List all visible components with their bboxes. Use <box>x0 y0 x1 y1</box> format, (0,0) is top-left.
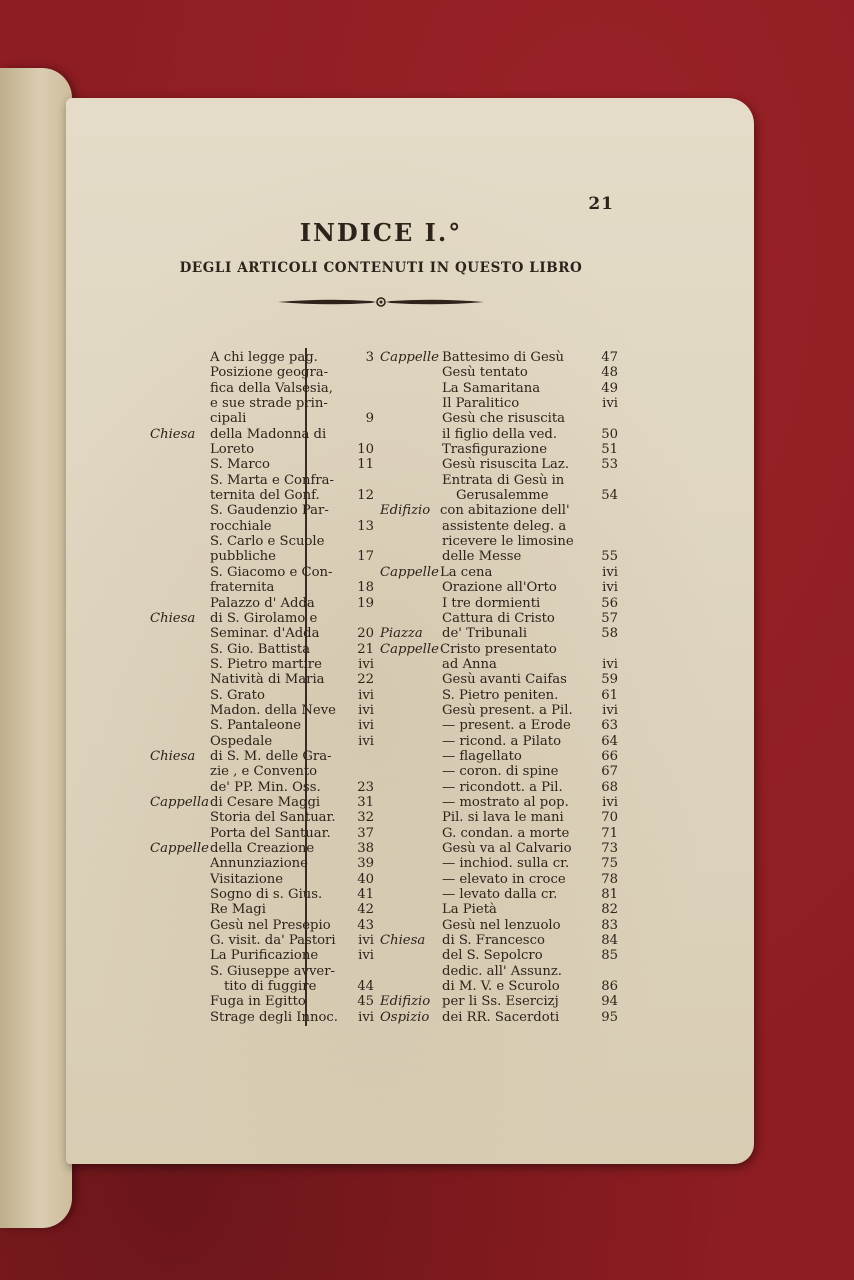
entry-title: dedic. all' Assunz. <box>442 963 562 979</box>
page-number: 21 <box>588 194 614 214</box>
index-entry <box>150 856 376 871</box>
entry-category: Chiesa <box>380 933 426 949</box>
entry-page-number: 19 <box>357 595 374 611</box>
entry-title: — elevato in croce <box>442 871 566 887</box>
index-entry <box>380 918 620 933</box>
entry-page-number: 61 <box>601 687 618 703</box>
entry-page-number: 73 <box>601 841 618 856</box>
index-entry <box>150 503 376 518</box>
entry-title: di S. Girolamo e <box>210 610 318 626</box>
index-entry <box>380 764 620 779</box>
entry-page-number: 44 <box>357 979 374 995</box>
entry-title: I tre dormienti <box>442 595 541 611</box>
entry-title: Natività di Maria <box>210 672 325 688</box>
entry-page-number: 64 <box>601 733 618 749</box>
index-entry <box>150 918 376 933</box>
entry-page-number: 70 <box>601 810 618 826</box>
ornament-divider-icon <box>276 294 486 310</box>
index-entry <box>150 549 376 564</box>
entry-title: rocchiale <box>210 518 272 534</box>
entry-page-number: 11 <box>357 457 374 473</box>
entry-page-number: 56 <box>601 595 618 611</box>
entry-page-number: ivi <box>602 580 618 596</box>
entry-page-number: 17 <box>357 549 374 565</box>
index-entry <box>380 826 620 841</box>
index-entry <box>150 841 376 856</box>
previous-page-edge <box>0 68 72 1228</box>
index-entry <box>150 365 376 380</box>
entry-title: assistente deleg. a <box>442 518 567 534</box>
entry-title: di S. M. delle Gra- <box>210 748 332 764</box>
entry-title: Re Magi <box>210 902 266 918</box>
entry-page-number: ivi <box>602 794 618 810</box>
index-entry <box>150 565 376 580</box>
entry-title: Sogno di s. Gius. <box>210 887 323 903</box>
entry-title: Palazzo d' Adda <box>210 595 315 611</box>
entry-category: Chiesa <box>150 610 196 626</box>
entry-page-number: ivi <box>358 687 374 703</box>
entry-title: cipali <box>210 411 247 427</box>
index-subtitle: DEGLI ARTICOLI CONTENUTI IN QUESTO LIBRO <box>179 260 583 276</box>
index-entry <box>380 503 620 518</box>
entry-title: ricevere le limosine <box>442 534 574 550</box>
index-entry <box>150 596 376 611</box>
entry-page-number: 41 <box>357 887 374 903</box>
entry-title: La cena <box>440 564 493 580</box>
entry-title: La Pietà <box>442 902 497 918</box>
index-entry <box>380 734 620 749</box>
index-entry <box>150 381 376 396</box>
entry-title: fraternita <box>210 580 275 596</box>
index-entry <box>380 350 620 365</box>
entry-category: Ospizio <box>380 1009 430 1025</box>
entry-page-number: 78 <box>601 871 618 887</box>
entry-title: G. visit. da' Pastori <box>210 933 336 949</box>
index-entry <box>380 718 620 733</box>
index-entry <box>150 749 376 764</box>
entry-category: Cappelle <box>380 350 439 365</box>
index-entry <box>150 902 376 917</box>
index-entry <box>150 442 376 457</box>
entry-page-number: ivi <box>602 702 618 718</box>
index-entry <box>150 473 376 488</box>
index-entry <box>150 872 376 887</box>
index-entry <box>150 1010 376 1025</box>
entry-page-number: ivi <box>602 564 618 580</box>
index-entry <box>380 703 620 718</box>
entry-title: Gesù va al Calvario <box>442 841 572 856</box>
entry-category: Chiesa <box>150 426 196 442</box>
index-entry <box>150 795 376 810</box>
entry-title: S. Gaudenzio Par- <box>210 503 329 519</box>
entry-page-number: 48 <box>601 365 618 381</box>
entry-title: S. Pantaleone <box>210 718 302 734</box>
entry-page-number: 21 <box>357 641 374 657</box>
entry-title: Madon. della Neve <box>210 702 336 718</box>
index-right-column <box>380 350 620 1025</box>
index-entry <box>380 488 620 503</box>
entry-title: S. Giacomo e Con- <box>210 564 333 580</box>
index-entry <box>150 994 376 1009</box>
entry-title: di S. Francesco <box>442 933 545 949</box>
index-entry <box>380 856 620 871</box>
index-entry <box>150 657 376 672</box>
entry-page-number: 10 <box>357 442 374 458</box>
entry-title: S. Pietro martire <box>210 656 322 672</box>
index-entry <box>380 473 620 488</box>
entry-title: di M. V. e Scurolo <box>442 979 560 995</box>
entry-page-number: 23 <box>357 779 374 795</box>
entry-title: della Madonna di <box>210 426 327 442</box>
entry-title: La Samaritana <box>442 380 541 396</box>
entry-title: — flagellato <box>442 748 522 764</box>
index-entry <box>380 964 620 979</box>
entry-title: Seminar. d'Adda <box>210 626 320 642</box>
entry-page-number: 47 <box>601 350 618 365</box>
entry-page-number: ivi <box>358 733 374 749</box>
entry-page-number: ivi <box>358 1009 374 1025</box>
entry-page-number: 49 <box>601 380 618 396</box>
index-entry <box>150 826 376 841</box>
entry-page-number: 59 <box>601 672 618 688</box>
index-entry <box>150 519 376 534</box>
entry-title: pubbliche <box>210 549 276 565</box>
entry-page-number: ivi <box>358 656 374 672</box>
entry-page-number: 32 <box>357 810 374 826</box>
entry-page-number: 82 <box>601 902 618 918</box>
index-entry <box>150 964 376 979</box>
index-entry <box>150 764 376 779</box>
entry-category: Cappelle <box>150 841 209 856</box>
entry-title: di Cesare Maggi <box>210 794 321 810</box>
entry-title: S. Marco <box>210 457 270 473</box>
entry-page-number: 83 <box>601 917 618 933</box>
entry-page-number: 31 <box>357 794 374 810</box>
index-entry <box>380 534 620 549</box>
entry-page-number: 86 <box>601 979 618 995</box>
index-entry <box>380 549 620 564</box>
entry-title: — present. a Erode <box>442 718 571 734</box>
entry-page-number: ivi <box>358 702 374 718</box>
index-entry <box>380 580 620 595</box>
entry-page-number: 54 <box>601 488 618 504</box>
entry-title: — mostrato al pop. <box>442 794 569 810</box>
entry-title: Cattura di Cristo <box>442 610 555 626</box>
index-entry <box>380 442 620 457</box>
entry-title: Gerusalemme <box>456 488 549 504</box>
entry-title: delle Messe <box>442 549 522 565</box>
index-entry <box>150 948 376 963</box>
index-entry <box>150 810 376 825</box>
entry-title: fica della Valsesia, <box>210 380 333 396</box>
index-entry <box>380 396 620 411</box>
index-entry <box>150 979 376 994</box>
entry-title: S. Carlo e Scuole <box>210 534 325 550</box>
entry-title: G. condan. a morte <box>442 825 570 841</box>
entry-page-number: 3 <box>365 350 374 365</box>
entry-category: Chiesa <box>150 748 196 764</box>
entry-page-number: ivi <box>602 656 618 672</box>
entry-page-number: 37 <box>357 825 374 841</box>
index-entry <box>150 457 376 472</box>
entry-title: Porta del Santuar. <box>210 825 331 841</box>
entry-title: S. Pietro peniten. <box>442 687 559 703</box>
index-entry <box>380 979 620 994</box>
entry-page-number: ivi <box>358 933 374 949</box>
entry-page-number: 51 <box>601 442 618 458</box>
entry-title: — ricond. a Pilato <box>442 733 562 749</box>
index-entry <box>380 810 620 825</box>
entry-category: Edifizio <box>380 503 431 519</box>
entry-title: dei RR. Sacerdoti <box>442 1009 560 1025</box>
entry-title: Gesù present. a Pil. <box>442 702 573 718</box>
index-entry <box>380 411 620 426</box>
entry-title: — levato dalla cr. <box>442 887 558 903</box>
entry-title: Battesimo di Gesù <box>442 350 565 365</box>
index-entry <box>380 427 620 442</box>
entry-title: Ospedale <box>210 733 273 749</box>
index-title: INDICE I.° <box>299 218 463 247</box>
entry-page-number: 20 <box>357 626 374 642</box>
entry-page-number: 50 <box>601 426 618 442</box>
entry-page-number: 53 <box>601 457 618 473</box>
entry-title: Gesù che risuscita <box>442 411 565 427</box>
entry-page-number: 84 <box>601 933 618 949</box>
entry-category: Piazza <box>380 626 423 642</box>
entry-title: Orazione all'Orto <box>442 580 557 596</box>
entry-title: Storia del Santuar. <box>210 810 336 826</box>
entry-page-number: 45 <box>357 994 374 1010</box>
index-entry <box>380 795 620 810</box>
index-entry <box>150 734 376 749</box>
index-entry <box>380 611 620 626</box>
index-entry <box>380 381 620 396</box>
entry-title: A chi legge pag. <box>210 350 318 365</box>
entry-title: per li Ss. Esercizj <box>442 994 559 1010</box>
entry-title: Fuga in Egitto <box>210 994 306 1010</box>
entry-page-number: 38 <box>357 841 374 856</box>
entry-title: della Creazione <box>210 841 315 856</box>
entry-page-number: 9 <box>365 411 374 427</box>
entry-title: ad Anna <box>442 656 497 672</box>
entry-title: S. Grato <box>210 687 265 703</box>
entry-title: S. Marta e Confra- <box>210 472 334 488</box>
index-entry <box>380 365 620 380</box>
index-entry <box>380 657 620 672</box>
entry-page-number: 95 <box>601 1009 618 1025</box>
entry-page-number: 42 <box>357 902 374 918</box>
index-entry <box>380 672 620 687</box>
index-entry <box>380 565 620 580</box>
entry-title: con abitazione dell' <box>440 503 570 519</box>
entry-title: Il Paralitico <box>442 396 520 412</box>
entry-page-number: 40 <box>357 871 374 887</box>
entry-category: Cappelle <box>380 641 439 657</box>
index-entry <box>150 350 376 365</box>
entry-title: ternita del Gonf. <box>210 488 320 504</box>
entry-title: Gesù risuscita Laz. <box>442 457 570 473</box>
index-entry <box>380 780 620 795</box>
entry-page-number: 18 <box>357 580 374 596</box>
index-entry <box>380 626 620 641</box>
entry-page-number: 39 <box>357 856 374 872</box>
entry-page-number: 43 <box>357 917 374 933</box>
index-entry <box>150 611 376 626</box>
entry-page-number: 81 <box>601 887 618 903</box>
entry-page-number: 22 <box>357 672 374 688</box>
index-entry <box>380 994 620 1009</box>
entry-page-number: 63 <box>601 718 618 734</box>
entry-page-number: 68 <box>601 779 618 795</box>
entry-title: Entrata di Gesù in <box>442 472 565 488</box>
entry-title: Annunziazione <box>210 856 308 872</box>
entry-page-number: 57 <box>601 610 618 626</box>
entry-title: — inchiod. sulla cr. <box>442 856 570 872</box>
entry-title: tito di fuggire <box>224 979 317 995</box>
index-entry <box>150 411 376 426</box>
entry-page-number: 94 <box>601 994 618 1010</box>
index-entry <box>150 933 376 948</box>
index-entry <box>150 688 376 703</box>
index-entry <box>380 596 620 611</box>
entry-title: Loreto <box>210 442 255 458</box>
entry-title: del S. Sepolcro <box>442 948 543 964</box>
index-entry <box>150 703 376 718</box>
book-page <box>66 98 754 1164</box>
entry-category: Edifizio <box>380 994 431 1010</box>
entry-title: Trasfigurazione <box>442 442 548 458</box>
entry-title: S. Gio. Battista <box>210 641 311 657</box>
index-entry <box>150 642 376 657</box>
index-entry <box>380 688 620 703</box>
entry-title: — ricondott. a Pil. <box>442 779 563 795</box>
entry-page-number: 75 <box>601 856 618 872</box>
index-entry <box>150 396 376 411</box>
entry-title: de' PP. Min. Oss. <box>210 779 321 795</box>
index-entry <box>150 580 376 595</box>
index-left-column <box>150 350 376 1025</box>
entry-page-number: 58 <box>601 626 618 642</box>
entry-page-number: 12 <box>357 488 374 504</box>
entry-title: — coron. di spine <box>442 764 559 780</box>
entry-title: Posizione geogra- <box>210 365 329 381</box>
entry-title: Pil. si lava le mani <box>442 810 564 826</box>
entry-title: il figlio della ved. <box>442 426 558 442</box>
entry-page-number: 13 <box>357 518 374 534</box>
entry-title: Gesù nel lenzuolo <box>442 917 561 933</box>
index-entry <box>150 887 376 902</box>
entry-page-number: ivi <box>358 948 374 964</box>
index-entry <box>150 672 376 687</box>
index-entry <box>150 626 376 641</box>
index-entry <box>380 642 620 657</box>
index-entry <box>150 534 376 549</box>
entry-title: zie , e Convento <box>210 764 318 780</box>
entry-category: Cappelle <box>380 564 439 580</box>
index-entry <box>380 749 620 764</box>
index-entry <box>380 948 620 963</box>
entry-category: Cappella <box>150 794 209 810</box>
entry-title: Visitazione <box>210 871 284 887</box>
index-entry <box>380 933 620 948</box>
index-entry <box>380 841 620 856</box>
entry-page-number: 71 <box>601 825 618 841</box>
index-entry <box>380 1010 620 1025</box>
entry-page-number: 55 <box>601 549 618 565</box>
entry-page-number: 67 <box>601 764 618 780</box>
index-entry <box>380 519 620 534</box>
index-entry <box>150 488 376 503</box>
entry-title: Strage degli Innoc. <box>210 1009 338 1025</box>
entry-title: Cristo presentato <box>440 641 557 657</box>
entry-title: Gesù tentato <box>442 365 528 381</box>
entry-title: de' Tribunali <box>442 626 528 642</box>
index-entry <box>380 902 620 917</box>
entry-page-number: ivi <box>602 396 618 412</box>
entry-page-number: 85 <box>601 948 618 964</box>
index-entry <box>380 887 620 902</box>
index-entry <box>150 427 376 442</box>
index-entry <box>380 872 620 887</box>
entry-title: La Purificazione <box>210 948 319 964</box>
index-entry <box>150 780 376 795</box>
entry-title: Gesù avanti Caifas <box>442 672 567 688</box>
index-entry <box>150 718 376 733</box>
entry-title: Gesù nel Presepio <box>210 917 331 933</box>
entry-page-number: ivi <box>358 718 374 734</box>
entry-page-number: 66 <box>601 748 618 764</box>
entry-title: e sue strade prin- <box>210 396 328 412</box>
entry-title: S. Giuseppe avver- <box>210 963 335 979</box>
index-entry <box>380 457 620 472</box>
